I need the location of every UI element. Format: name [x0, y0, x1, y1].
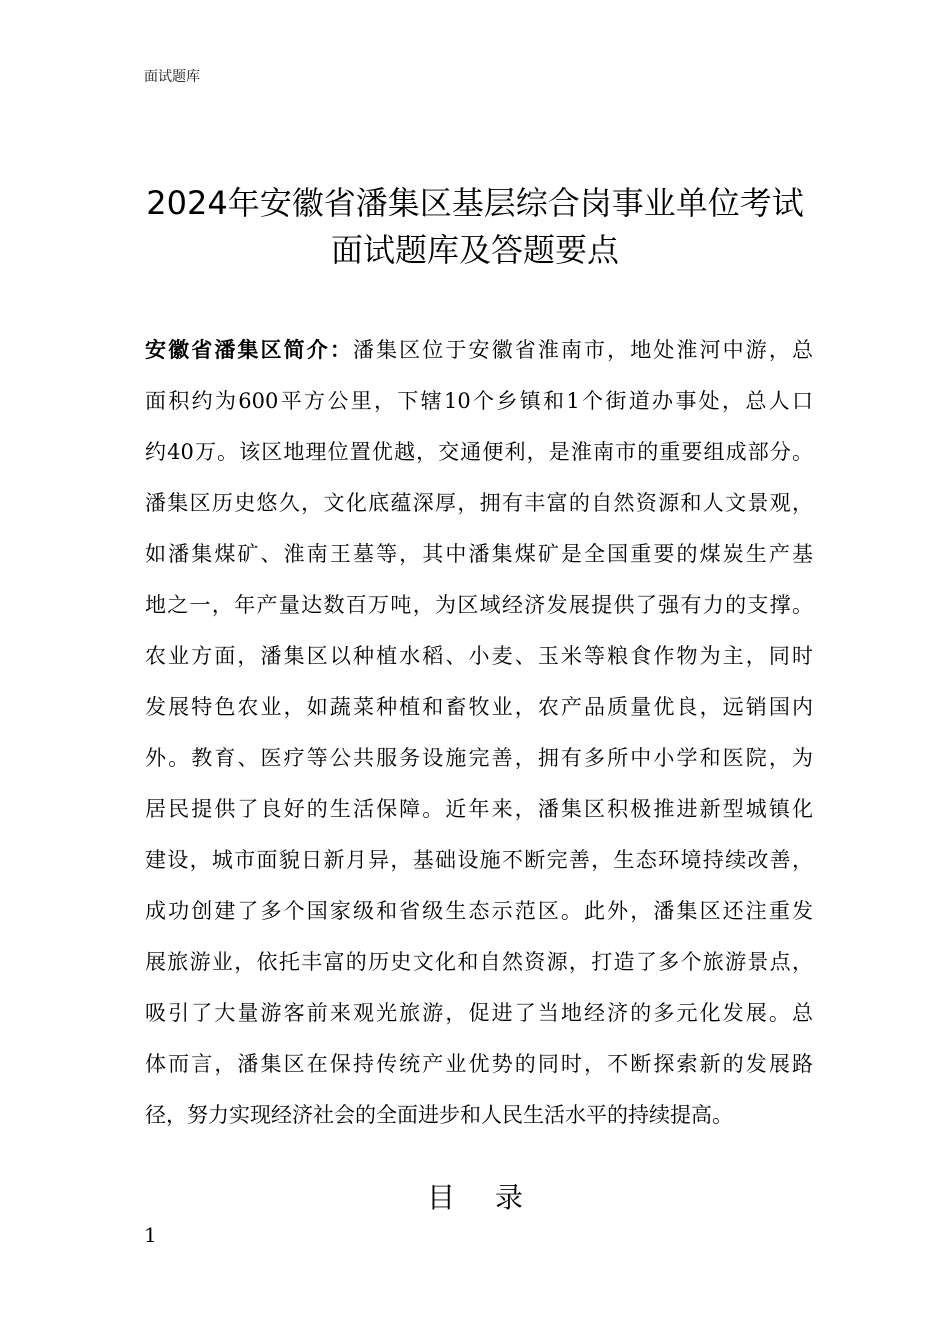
intro-line: 径，努力实现经济社会的全面进步和人民生活水平的持续提高。 [145, 1103, 733, 1127]
intro-line: 体而言，潘集区在保持传统产业优势的同时，不断探索新的发展路 [145, 1052, 813, 1076]
running-header: 面试题库 [144, 69, 200, 85]
intro-line: 成功创建了多个国家级和省级生态示范区。此外，潘集区还注重发 [145, 899, 813, 923]
intro-line [145, 330, 813, 381]
intro-line: 发展特色农业，如蔬菜种植和畜牧业，农产品质量优良，远销国内 [145, 695, 813, 719]
intro-line: 居民提供了良好的生活保障。近年来，潘集区积极推进新型城镇化 [145, 797, 813, 821]
document-title-line-2: 面试题库及答题要点 [330, 231, 619, 269]
intro-line: 面积约为600平方公里，下辖10个乡镇和1个街道办事处，总人口 [145, 389, 813, 413]
intro-line: 地之一，年产量达数百万吨，为区域经济发展提供了强有力的支撑。 [145, 593, 813, 617]
intro-line: 约40万。该区地理位置优越，交通便利，是淮南市的重要组成部分。 [145, 440, 813, 464]
intro-line: 吸引了大量游客前来观光旅游，促进了当地经济的多元化发展。总 [145, 1001, 813, 1025]
document-title-line-1: 2024年安徽省潘集区基层综合岗事业单位考试 [146, 184, 804, 222]
intro-line: 如潘集煤矿、淮南王墓等，其中潘集煤矿是全国重要的煤炭生产基 [145, 542, 813, 566]
intro-line: 建设，城市面貌日新月异，基础设施不断完善，生态环境持续改善， [145, 848, 813, 872]
intro-line: 潘集区历史悠久，文化底蕴深厚，拥有丰富的自然资源和人文景观， [145, 491, 813, 515]
page-number: 1 [144, 1223, 157, 1247]
toc-heading: 目录 [426, 1181, 563, 1214]
intro-line: 外。教育、医疗等公共服务设施完善，拥有多所中小学和医院，为 [145, 746, 813, 770]
intro-lead: 安徽省潘集区简介： [145, 338, 353, 362]
intro-line-text: 潘集区位于安徽省淮南市，地处淮河中游，总 [352, 338, 814, 362]
intro-line: 展旅游业，依托丰富的历史文化和自然资源，打造了多个旅游景点， [145, 950, 813, 974]
intro-line: 农业方面，潘集区以种植水稻、小麦、玉米等粮食作物为主，同时 [145, 644, 813, 668]
intro-paragraph [145, 330, 813, 1146]
